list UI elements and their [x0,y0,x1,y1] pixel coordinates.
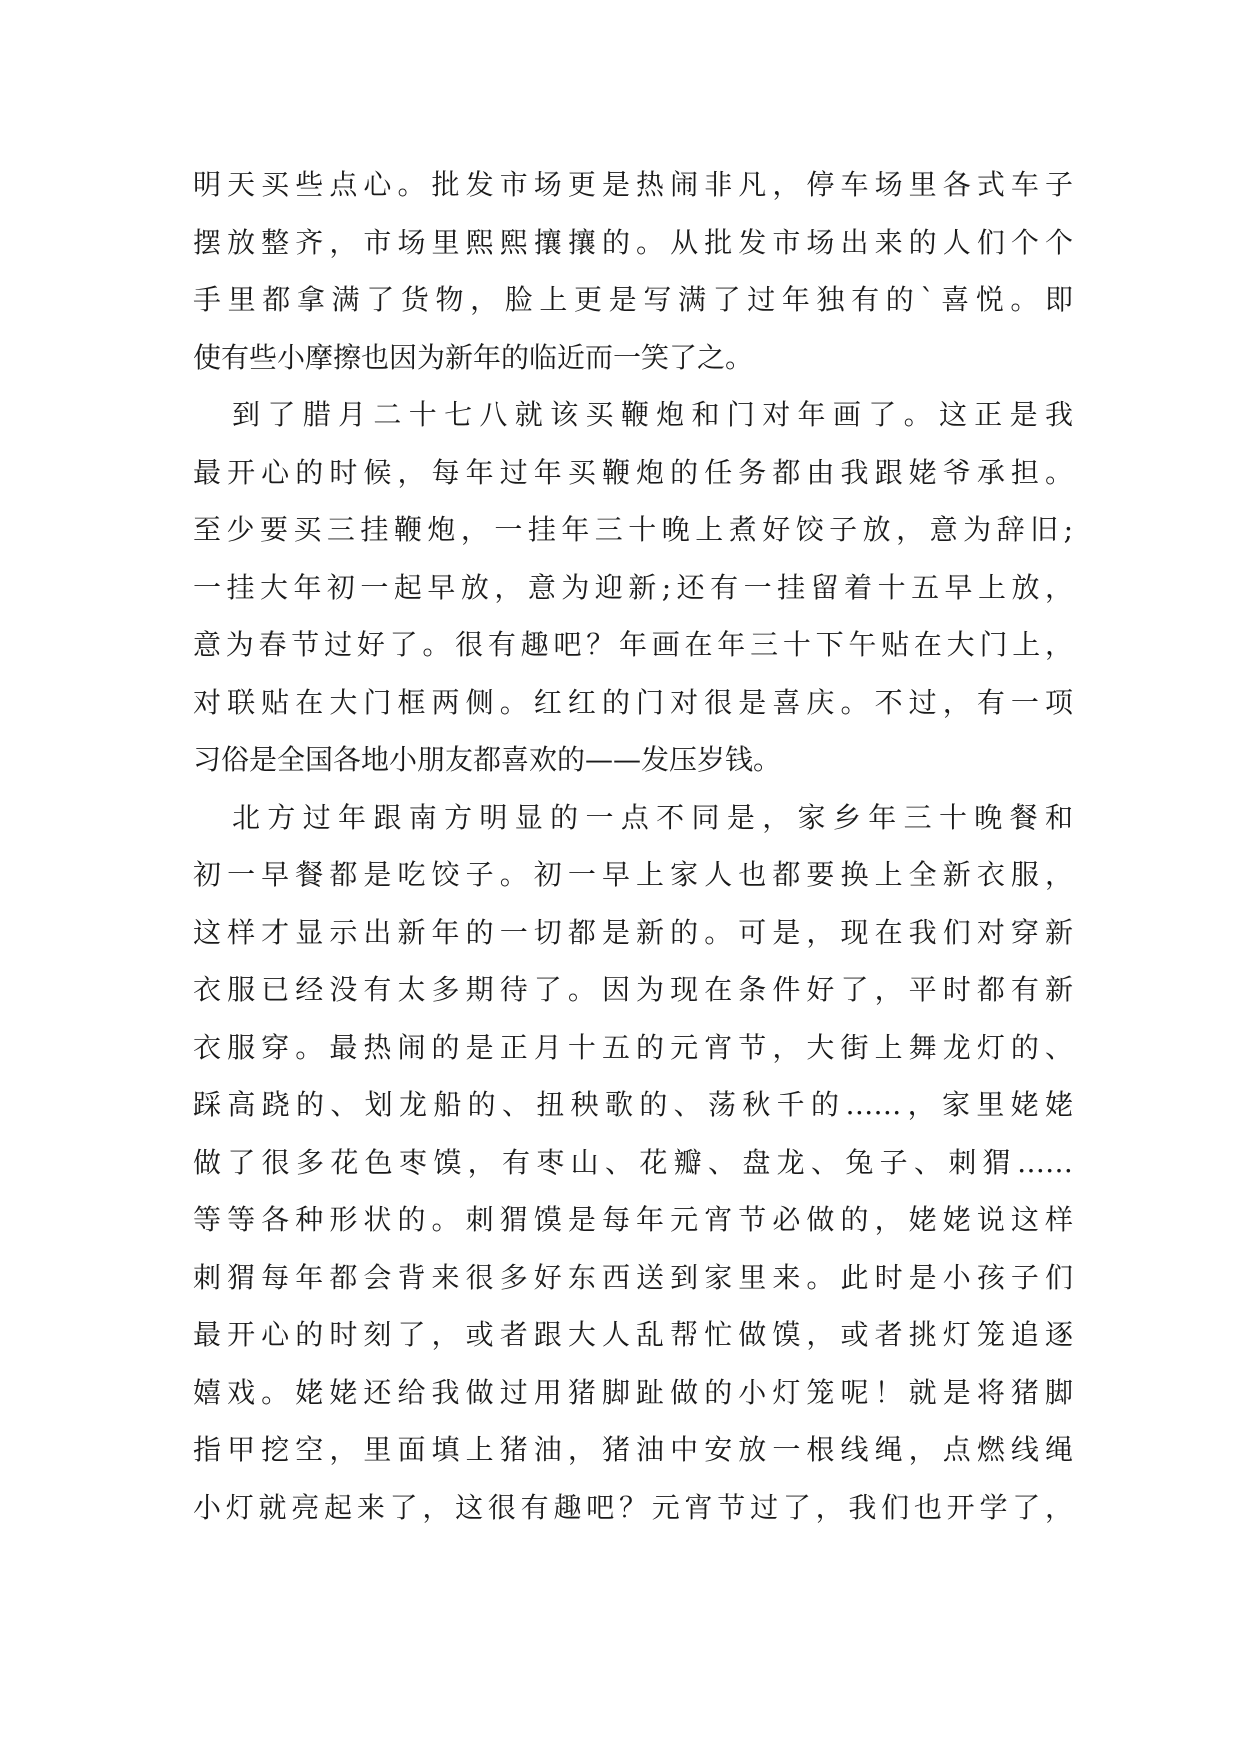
paragraph-line: 摆放整齐，市场里熙熙攘攘的。从批发市场出来的人们个个 [193,225,1073,259]
paragraph-3 [0,789,1241,1537]
paragraph-line: 使有些小摩擦也因为新年的临近而一笑了之。 [193,340,754,374]
paragraph-line: 意为春节过好了。很有趣吧？年画在年三十下午贴在大门上， [193,628,1073,661]
paragraph-line: 嬉戏。姥姥还给我做过用猪脚趾做的小灯笼呢！就是将猪脚 [193,1375,1073,1409]
paragraph-line: 到了腊月二十七八就该买鞭炮和门对年画了。这正是我 [232,398,1073,431]
paragraph-line: 习俗是全国各地小朋友都喜欢的——发压岁钱。 [193,743,782,776]
paragraph-line: 一挂大年初一起早放，意为迎新;还有一挂留着十五早上放， [193,570,1073,604]
paragraph-line: 做了很多花色枣馍，有枣山、花瓣、盘龙、兔子、刺猬…… [193,1145,1073,1179]
paragraph-line: 对联贴在大门框两侧。红红的门对很是喜庆。不过，有一项 [193,685,1073,719]
paragraph-line: 小灯就亮起来了，这很有趣吧？元宵节过了，我们也开学了， [193,1490,1073,1524]
paragraph-line: 最开心的时刻了，或者跟大人乱帮忙做馍，或者挑灯笼追逐 [193,1318,1073,1351]
paragraph-line: 衣服穿。最热闹的是正月十五的元宵节，大街上舞龙灯的、 [193,1030,1073,1064]
paragraph-line: 衣服已经没有太多期待了。因为现在条件好了，平时都有新 [193,973,1073,1006]
document-body [0,156,1241,1536]
paragraph-line: 初一早餐都是吃饺子。初一早上家人也都要换上全新衣服， [193,858,1073,891]
paragraph-line: 明天买些点心。批发市场更是热闹非凡，停车场里各式车子 [193,168,1073,201]
paragraph-line: 北方过年跟南方明显的一点不同是，家乡年三十晚餐和 [232,800,1073,834]
paragraph-line: 等等各种形状的。刺猬馍是每年元宵节必做的，姥姥说这样 [193,1203,1073,1236]
paragraph-line: 指甲挖空，里面填上猪油，猪油中安放一根线绳，点燃线绳 [193,1433,1073,1466]
paragraph-line: 刺猬每年都会背来很多好东西送到家里来。此时是小孩子们 [193,1260,1073,1294]
paragraph-2 [0,386,1241,789]
paragraph-1 [0,156,1241,386]
paragraph-line: 手里都拿满了货物，脸上更是写满了过年独有的`喜悦。即 [193,283,1073,316]
paragraph-line: 这样才显示出新年的一切都是新的。可是，现在我们对穿新 [193,915,1073,949]
paragraph-line: 最开心的时候，每年过年买鞭炮的任务都由我跟姥爷承担。 [193,455,1073,489]
paragraph-line: 至少要买三挂鞭炮，一挂年三十晚上煮好饺子放，意为辞旧; [193,513,1073,546]
paragraph-line: 踩高跷的、划龙船的、扭秧歌的、荡秋千的……，家里姥姥 [193,1088,1073,1121]
